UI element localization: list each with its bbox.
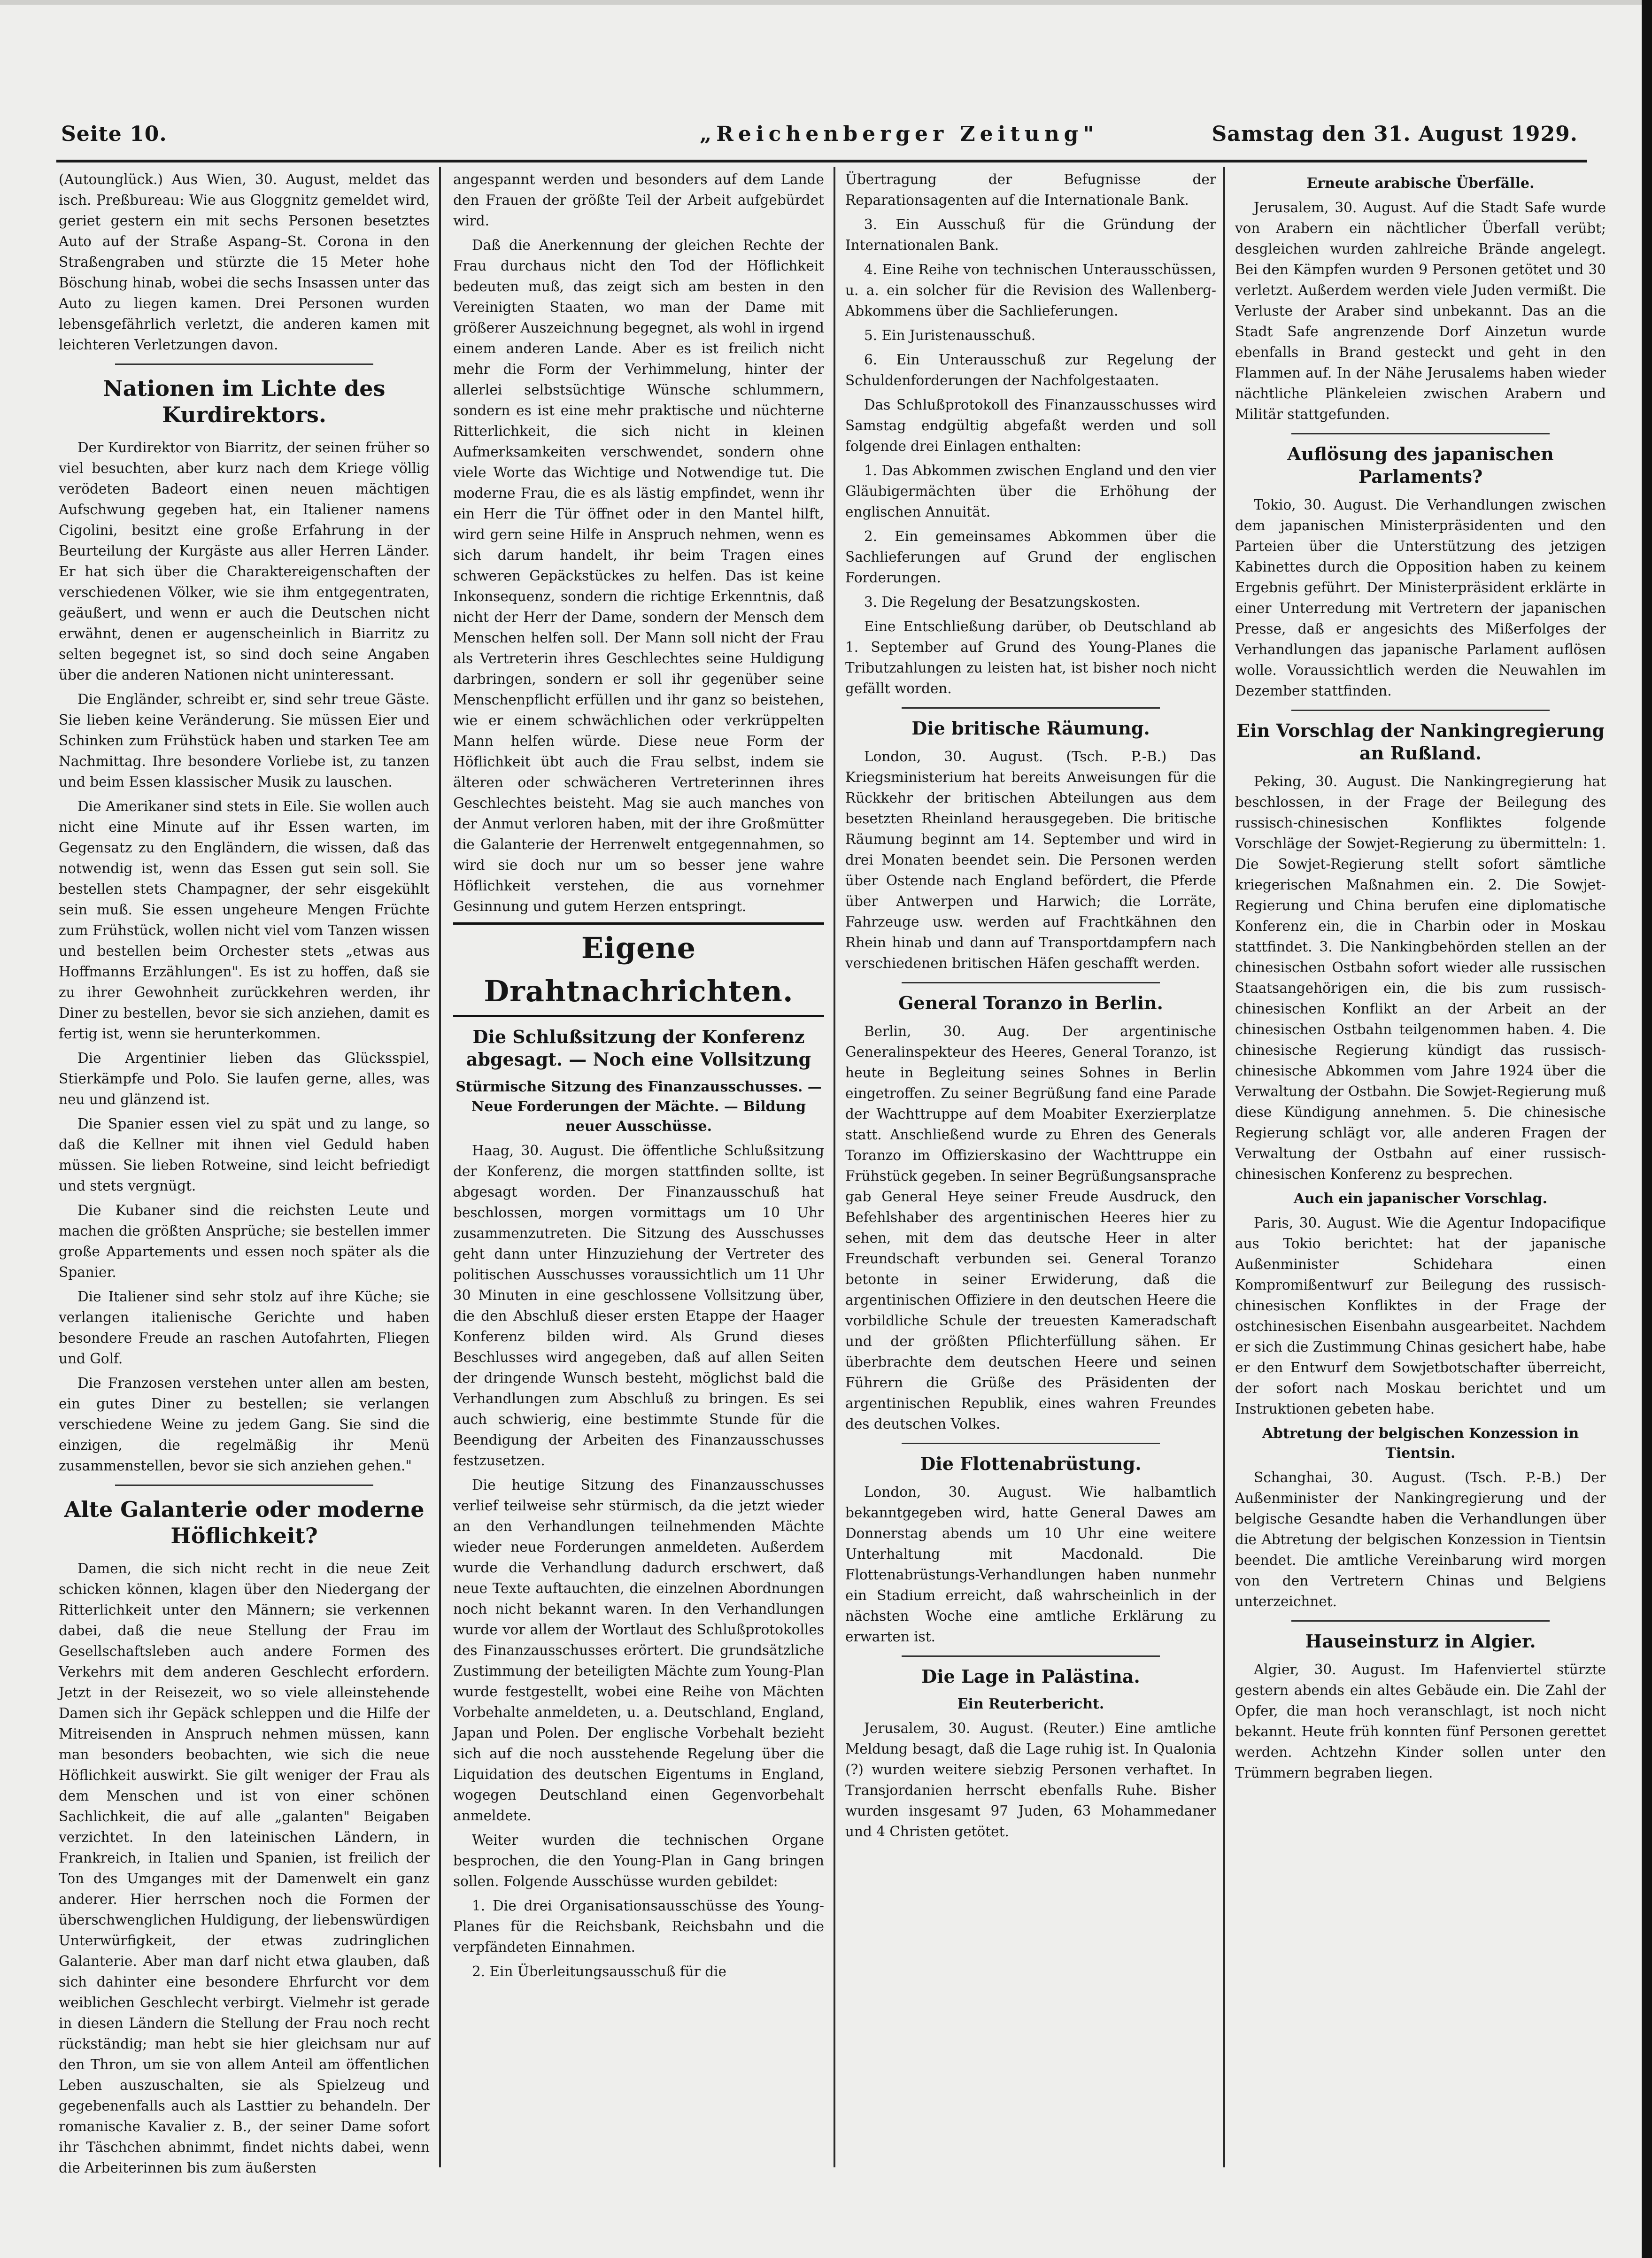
- article-heading: Alte Galanterie oder moderne Höflichkeit?: [64, 1497, 425, 1548]
- article-paragraph: Die Franzosen verstehen unter allen am besten, ein gutes Diner zu bestellen; sie verlangen verschiedene Weine zu jedem Gang. Sie sind die einzigen, die regelmäßig ihr Menü zusammenstellen, bevor sie sich anziehen gehen.": [59, 1375, 430, 1474]
- header-rule: [56, 160, 1587, 162]
- article-paragraph: Schanghai, 30. August. (Tsch. P.-B.) Der Außenminister der Nankingregierung und der belgische Gesandte haben die Verhandlungen über die Abtretung der belgischen Konzession in Tientsin beendet. Die amtliche Vereinbarung wird morgen von den Vertretern Chinas und Belgiens unterzeichnet.: [1235, 1469, 1606, 1609]
- article-paragraph: Übertragung der Befugnisse der Reparationsagenten auf die Internationale Bank.: [845, 171, 1216, 208]
- article-paragraph: Algier, 30. August. Im Hafenviertel stürzte gestern abends ein altes Gebäude ein. Die Zahl der Opfer, die man hoch veranschlagt, ist noch nicht bekannt. Heute früh konnten fünf Personen gerettet werden. Achtzehn Kinder sollen unter den Trümmern begraben liegen.: [1235, 1662, 1606, 1781]
- page-header: [61, 117, 1578, 160]
- article-paragraph: 6. Ein Unterausschuß zur Regelung der Schuldenforderungen der Nachfolgestaaten.: [845, 352, 1216, 388]
- article-paragraph: Die Kubaner sind die reichsten Leute und machen die größten Ansprüche; sie bestellen immer große Appartements und essen noch später als die Spanier.: [59, 1202, 430, 1280]
- article-paragraph: angespannt werden und besonders auf dem Lande den Frauen der größte Teil der Arbeit aufgebürdet wird.: [453, 171, 824, 229]
- article-paragraph: Haag, 30. August. Die öffentliche Schlußsitzung der Konferenz, die morgen stattfinden sollte, ist abgesagt worden. Der Finanzausschuß hat beschlossen, morgen vormittags um 10 Uhr zusammenzutreten. Die Sitzung des Ausschusses geht dann unter Hinzuziehung der Vertreter des politischen Ausschusses voraussichtlich um 11 Uhr 30 Minuten in eine geschlossene Vollsitzung über, die den Abschluß dieser ersten Etappe der Haager Konferenz bilden wird. Als Grund dieses Beschlusses wird angegeben, daß auf allen Seiten der dringende Wunsch besteht, möglichst bald die Verhandlungen zum Abschluß zu bringen. Es sei auch schwierig, eine bestimmte Stunde für die Beendigung der Arbeiten des Finanzausschusses festzusetzen.: [453, 1143, 824, 1469]
- article-paragraph: Die Engländer, schreibt er, sind sehr treue Gäste. Sie lieben keine Veränderung. Sie müssen Eier und Schinken zum Frühstück haben und starken Tee am Nachmittag. Ihre besondere Vorliebe ist, zu tanzen und beim Essen klassischer Musik zu lauschen.: [59, 691, 430, 790]
- article-heading: Nationen im Lichte des Kurdirektors.: [103, 376, 386, 427]
- column-divider: [439, 167, 441, 2167]
- article-paragraph: 2. Ein Überleitungsausschuß für die: [472, 1964, 727, 1980]
- article-heading: General Toranzo in Berlin.: [898, 992, 1163, 1013]
- article-paragraph: 2. Ein gemeinsames Abkommen über die Sachlieferungen auf Grund der englischen Forderungen.: [845, 528, 1216, 586]
- article-separator: [1291, 433, 1550, 434]
- page-number: Seite 10.: [61, 122, 167, 146]
- article-heading: Auflösung des japanischen Parlaments?: [1287, 443, 1554, 487]
- article-separator: [902, 1655, 1160, 1657]
- article-heading: Die Lage in Palästina.: [921, 1666, 1140, 1687]
- article-paragraph: 1. Die drei Organisationsausschüsse des Young-Planes für die Reichsbank, Reichsbahn und die verpfändeten Einnahmen.: [453, 1898, 824, 1955]
- article-paragraph: 3. Ein Ausschuß für die Gründung der Internationalen Bank.: [845, 217, 1216, 253]
- article-paragraph: Eine Entschließung darüber, ob Deutschland ab 1. September auf Grund des Young-Planes die Tributzahlungen zu leisten hat, ist bisher noch nicht gefällt worden.: [845, 619, 1216, 696]
- article-paragraph: Paris, 30. August. Wie die Agentur Indopacifique aus Tokio berichtet: hat der japanische Außenminister Schidehara einen Kompromißentwurf zur Beilegung des russisch-chinesischen Konfliktes in der Frage der ostchinesischen Eisenbahn ausgearbeitet. Nachdem er sich die Zustimmung Chinas gesichert habe, habe er den Entwurf dem Sowjetbotschafter überreicht, der sofort nach Moskau berichtet und um Instruktionen gebeten habe.: [1235, 1215, 1606, 1417]
- article-heading: Die Schlußsitzung der Konferenz abgesagt. — Noch eine Vollsitzung: [466, 1026, 811, 1070]
- column-2: [453, 169, 824, 2165]
- article-paragraph: Die Amerikaner sind stets in Eile. Sie wollen auch nicht eine Minute auf ihr Essen warten, im Gegensatz zu den Engländern, die wissen, daß das notwendig ist, wenn das Essen gut sein soll. Sie bestellen stets Champagner, der sehr eisgekühlt sein muß. Sie essen ungeheure Mengen Früchte zum Frühstück, wollen nicht viel vom Tanzen wissen und bestellen beim Orchester stets „etwas aus Hoffmanns Erzählungen". Es ist zu hoffen, daß sie zu ihrer Gewohnheit zurückkehren werden, ihr Diner zu bestellen, bevor sie sich anziehen, damit es fertig ist, wenn sie herunterkommen.: [59, 798, 430, 1042]
- article-paragraph: 5. Ein Juristenausschuß.: [864, 327, 1036, 343]
- article-heading: Die Flottenabrüstung.: [920, 1453, 1142, 1474]
- article-subheading: Auch ein japanischer Vorschlag.: [1293, 1191, 1548, 1207]
- article-paragraph: Daß die Anerkennung der gleichen Rechte der Frau durchaus nicht den Tod der Höflichkeit bedeuten muß, das zeigt sich am besten in den Vereinigten Staaten, wo man der Dame mit größerer Auszeichnung begegnet, als wohl in irgend einem anderen Lande. Aber es ist freilich nicht mehr die Form der Verhimmelung, hinter der allerlei selbstsüchtige Wünsche schlummern, sondern es ist eine mehr praktische und nüchterne Ritterlichkeit, die sich nicht in kleinen Aufmerksamkeiten verschwendet, sondern ohne viele Worte das Wichtige und Notwendige tut. Die moderne Frau, die es als lästig empfindet, wenn ihr ein Herr die Tür öffnet oder in den Mantel hilft, wird gern seine Hilfe in Anspruch nehmen, wenn es sich darum handelt, ihr beim Tragen eines schweren Gepäckstückes zu helfen. Das ist keine Inkonsequenz, sondern die richtige Erkenntnis, daß nicht der Herr der Dame, sondern der Mensch dem Menschen helfen soll. Der Mann soll nicht der Frau als Vertreterin ihres Geschlechtes seine Huldigung darbringen, sondern er soll ihr gegenüber seine Menschenpflicht erfüllen und ihr ganz so beistehen, wie er einem schwächlichen oder verkrüppelten Mann helfen würde. Diese neue Form der Höflichkeit übt auch die Frau selbst, indem sie älteren oder schwächeren Vertreterinnen ihres Geschlechtes beisteht. Mag sie auch manches von der Anmut verloren haben, mit der ihre Großmütter die Galanterie der Herrenwelt entgegennahmen, so wird sie doch nur um so besser jene wahre Höflichkeit verstehen, die aus vornehmer Gesinnung und gutem Herzen entspringt.: [453, 237, 824, 914]
- article-separator: [902, 707, 1160, 709]
- issue-date: Samstag den 31. August 1929.: [1212, 122, 1578, 146]
- article-subheading: Abtretung der belgischen Konzession in Tientsin.: [1262, 1425, 1579, 1462]
- newspaper-title: „Reichenberger Zeitung": [700, 122, 1099, 146]
- column-4: [1235, 169, 1606, 2165]
- article-paragraph: Berlin, 30. Aug. Der argentinische Generalinspekteur des Heeres, General Toranzo, ist heute in Begleitung seines Sohnes in Berlin eingetroffen. Zu seiner Begrüßung fand eine Parade der Wachttruppe auf dem Moabiter Exerzierplatze statt. Anschließend wurde zu Ehren des Generals Toranzo im Offizierskasino der Wachttruppe ein Frühstück gegeben. In seiner Begrüßungsansprache gab General Heye seiner Freude Ausdruck, den Befehlshaber des argentinischen Heeres hier zu sehen, mit dem das deutsche Heer in alter Freundschaft verbunden sei. General Toranzo betonte in seiner Erwiderung, daß die argentinischen Offiziere in den deutschen Heere die vorbildliche Schule der treuesten Kameradschaft und der größten Pflichterfüllung sähen. Er überbrachte dem deutschen Heere und seinen Führern die Grüße des Präsidenten der argentinischen Republik, eines wahren Freundes des deutschen Volkes.: [845, 1023, 1216, 1432]
- article-paragraph: London, 30. August. (Tsch. P.-B.) Das Kriegsministerium hat bereits Anweisungen für die Rückkehr der britischen Abteilungen aus dem besetzten Rheinland herausgegeben. Die britische Räumung beginnt am 14. September und wird in drei Monaten beendet sein. Die Personen werden über Ostende nach England befördert, die Pferde über Antwerpen und Harwich; die Lorräte, Fahrzeuge usw. werden auf Frachtkähnen den Rhein hinab und dann auf Transportdampfern nach verschiedenen britischen Häfen geschafft werden.: [845, 749, 1216, 971]
- article-paragraph: Die Spanier essen viel zu spät und zu lange, so daß die Kellner mit ihnen viel Geduld haben müssen. Sie lieben Rotweine, sind leicht befriedigt und stets vergnügt.: [59, 1116, 430, 1194]
- page-top-edge: [0, 0, 1652, 5]
- article-paragraph: Die heutige Sitzung des Finanzausschusses verlief teilweise sehr stürmisch, da die jetzt wieder an den Verhandlungen teilnehmenden Mächte wieder neue Forderungen anmeldeten. Außerdem wurde die Verhandlung dadurch erschwert, daß neue Texte auftauchten, die einzelnen Abordnungen noch nicht bekannt waren. In den Verhandlungen wurde vor allem der Wortlaut des Schlußprotokolles des Finanzausschusses erörtert. Die grundsätzliche Zustimmung der beteiligten Mächte zum Young-Plan wurde festgestellt, wobei eine Reihe von Mächten Vorbehalte anmeldeten, u. a. Deutschland, England, Japan und Polen. Der englische Vorbehalt bezieht sich auf die noch ausstehende Regelung über die Liquidation des deutschen Eigentums in England, wogegen Deutschland einen Gegenvorbehalt anmeldete.: [453, 1477, 824, 1824]
- article-separator: [115, 1485, 373, 1486]
- article-paragraph: Jerusalem, 30. August. (Reuter.) Eine amtliche Meldung besagt, daß die Lage ruhig ist. In Qualonia (?) wurden weitere siebzig Personen verhaftet. In Transjordanien herrscht ebenfalls Ruhe. Bisher wurden insgesamt 97 Juden, 63 Mohammedaner und 4 Christen getötet.: [845, 1720, 1216, 1840]
- article-heading: Erneute arabische Überfälle.: [1306, 175, 1535, 192]
- article-paragraph: 1. Das Abkommen zwischen England und den vier Gläubigermächten über die Erhöhung der englischen Annuität.: [845, 463, 1216, 520]
- article-paragraph: London, 30. August. Wie halbamtlich bekanntgegeben wird, hatte General Dawes am Donnerstag abends um 10 Uhr eine weitere Unterhaltung mit Macdonald. Die Flottenabrüstungs-Verhandlungen haben nunmehr ein Stadium erreicht, daß wahrscheinlich in der nächsten Woche eine amtliche Erklärung zu erwarten ist.: [845, 1484, 1216, 1645]
- article-paragraph: Die Argentinier lieben das Glücksspiel, Stierkämpfe und Polo. Sie laufen gerne, alles, was neu und glänzend ist.: [59, 1050, 430, 1107]
- article-paragraph: (Autounglück.) Aus Wien, 30. August, meldet das isch. Preßbureau: Wie aus Gloggnitz gemeldet wird, geriet gestern ein mit sechs Personen besetztes Auto auf der Straße Aspang–St. Corona in den Straßengraben und stürzte die 15 Meter hohe Böschung hinab, wobei die sechs Insassen unter das Auto zu liegen kamen. Drei Personen wurden lebensgefährlich verletzt, die anderen kamen mit leichteren Verletzungen davon.: [59, 171, 430, 353]
- article-paragraph: Weiter wurden die technischen Organe besprochen, die den Young-Plan in Gang bringen sollen. Folgende Ausschüsse wurden gebildet:: [453, 1832, 824, 1889]
- column-1: [59, 169, 430, 2176]
- section-banner: Eigene Drahtnachrichten.: [453, 922, 824, 1017]
- article-separator: [902, 1443, 1160, 1444]
- article-separator: [115, 363, 373, 365]
- article-subheading: Stürmische Sitzung des Finanzausschusses. — Neue Forderungen der Mächte. — Bildung neuer Ausschüsse.: [455, 1079, 822, 1135]
- article-heading: Ein Vorschlag der Nankingregierung an Rußland.: [1236, 720, 1605, 764]
- article-separator: [1291, 710, 1550, 711]
- page-right-edge: [1642, 0, 1652, 2258]
- article-separator: [1291, 1620, 1550, 1622]
- article-subheading: Ein Reuterbericht.: [957, 1696, 1104, 1712]
- article-paragraph: 3. Die Regelung der Besatzungskosten.: [864, 594, 1141, 610]
- article-heading: Die britische Räumung.: [911, 718, 1150, 739]
- article-paragraph: Jerusalem, 30. August. Auf die Stadt Safe wurde von Arabern ein nächtlicher Überfall verübt; desgleichen wurden zahlreiche Brände angelegt. Bei den Kämpfen wurden 9 Personen getötet und 30 verletzt. Außerdem werden viele Juden vermißt. Die Verluste der Araber sind unbekannt. Das an die Stadt Safe angrenzende Dorf Ainzetun wurde ebenfalls in Brand gesteckt und geht in den Flammen auf. In der Nähe Jerusalems haben wieder nächtliche Plänkeleien zwischen Arabern und Militär stattgefunden.: [1235, 200, 1606, 422]
- article-paragraph: Peking, 30. August. Die Nankingregierung hat beschlossen, in der Frage der Beilegung des russisch-chinesischen Konfliktes folgende Vorschläge der Sowjet-Regierung zu übermitteln: 1. Die Sowjet-Regierung stellt sofort sämtliche kriegerischen Maßnahmen ein. 2. Die Sowjet-Regierung und China berufen eine diplomatische Konferenz ein, die in Charbin oder in Moskau stattfindet. 3. Die Nankingbehörden stellen an der chinesischen Ostbahn sofort wieder alle russischen Staatsangehörigen ein, die bis zum russisch-chinesischen Konflikt an der Arbeit an der chinesischen Ostbahn teilgenommen haben. 4. Die chinesische Regierung kündigt das russisch-chinesische Abkommen vom Jahre 1924 über die Verwaltung der Ostbahn. Die Sowjet-Regierung muß diese Kündigung annehmen. 5. Die chinesische Regierung schlägt vor, alle anderen Fragen der Verwaltung der Ostbahn auf einer russisch-chinesischen Konferenz zu besprechen.: [1235, 773, 1606, 1182]
- article-paragraph: Das Schlußprotokoll des Finanzausschusses wird Samstag endgültig abgefaßt werden und soll folgende drei Einlagen enthalten:: [845, 397, 1216, 454]
- article-paragraph: Damen, die sich nicht recht in die neue Zeit schicken können, klagen über den Niedergang der Ritterlichkeit unter den Männern; sie verkennen dabei, daß die neue Stellung der Frau im Gesellschaftsleben auch andere Formen des Verkehrs mit dem anderen Geschlecht erfordern. Jetzt in der Reisezeit, wo so viele alleinstehende Damen sich ihr Gepäck schleppen und die Hilfe der Mitreisenden in Anspruch nehmen müssen, kann man besonders beobachten, wie sich die neue Höflichkeit auswirkt. Sie gilt weniger der Frau als dem Menschen und ist von einer schönen Sachlichkeit, die auf alle „galanten" Beigaben verzichtet. In den lateinischen Ländern, in Frankreich, in Italien und Spanien, ist freilich der Ton des Umganges mit der Damenwelt ein ganz anderer. Hier herrschen noch die Formen der überschwenglichen Huldigung, der liebenswürdigen Unterwürfigkeit, der etwas zudringlichen Galanterie. Aber man darf nicht etwa glauben, daß sich dahinter eine besondere Ehrfurcht vor dem weiblichen Geschlecht verbirgt. Vielmehr ist gerade in diesen Ländern die Stellung der Frau noch recht rückständig; man hebt sie hier gleichsam nur auf den Thron, um sie von allem Anteil am öffentlichen Leben auszuschalten, sie als Spielzeug und gegebenenfalls auch als Lasttier zu behandeln. Der romanische Kavalier z. B., der seiner Dame sofort ihr Täschchen abnimmt, findet nichts dabei, wenn die Arbeiterinnen bis zum äußersten: [59, 1561, 430, 2176]
- article-separator: [902, 982, 1160, 983]
- column-divider: [1223, 167, 1225, 2167]
- article-paragraph: Der Kurdirektor von Biarritz, der seinen früher so viel besuchten, aber kurz nach dem Kriege völlig verödeten Badeort einen neuen mächtigen Aufschwung gegeben hat, ein Italiener namens Cigolini, besitzt eine große Erfahrung in der Beurteilung der Kurgäste aus aller Herren Länder. Er hat sich über die Charaktereigenschaften der verschiedenen Völker, wie sie ihm entgegentraten, geäußert, und wenn er auch die Deutschen nicht erwähnt, denen er augenscheinlich in Biarritz zu selten begegnet ist, so sind doch seine Angaben über die anderen Nationen nicht uninteressant.: [59, 440, 430, 683]
- article-paragraph: 4. Eine Reihe von technischen Unterausschüssen, u. a. ein solcher für die Revision des Wallenberg-Abkommens über die Sachlieferungen.: [845, 262, 1216, 319]
- article-paragraph: Tokio, 30. August. Die Verhandlungen zwischen dem japanischen Ministerpräsidenten und den Parteien über die Unterstützung des jetzigen Kabinettes durch die Opposition haben zu keinem Ergebnis geführt. Der Ministerpräsident erklärte in einer Unterredung mit Vertretern der japanischen Presse, daß er angesichts des Mißerfolges der Verhandlungen das japanische Parlament auflösen wolle. Voraussichtlich werden die Neuwahlen im Dezember stattfinden.: [1235, 497, 1606, 699]
- column-3: [845, 169, 1216, 2165]
- article-heading: Hauseinsturz in Algier.: [1305, 1631, 1536, 1652]
- article-paragraph: Die Italiener sind sehr stolz auf ihre Küche; sie verlangen italienische Gerichte und haben besondere Freude an raschen Autofahrten, Fliegen und Golf.: [59, 1289, 430, 1367]
- column-divider: [834, 167, 835, 2167]
